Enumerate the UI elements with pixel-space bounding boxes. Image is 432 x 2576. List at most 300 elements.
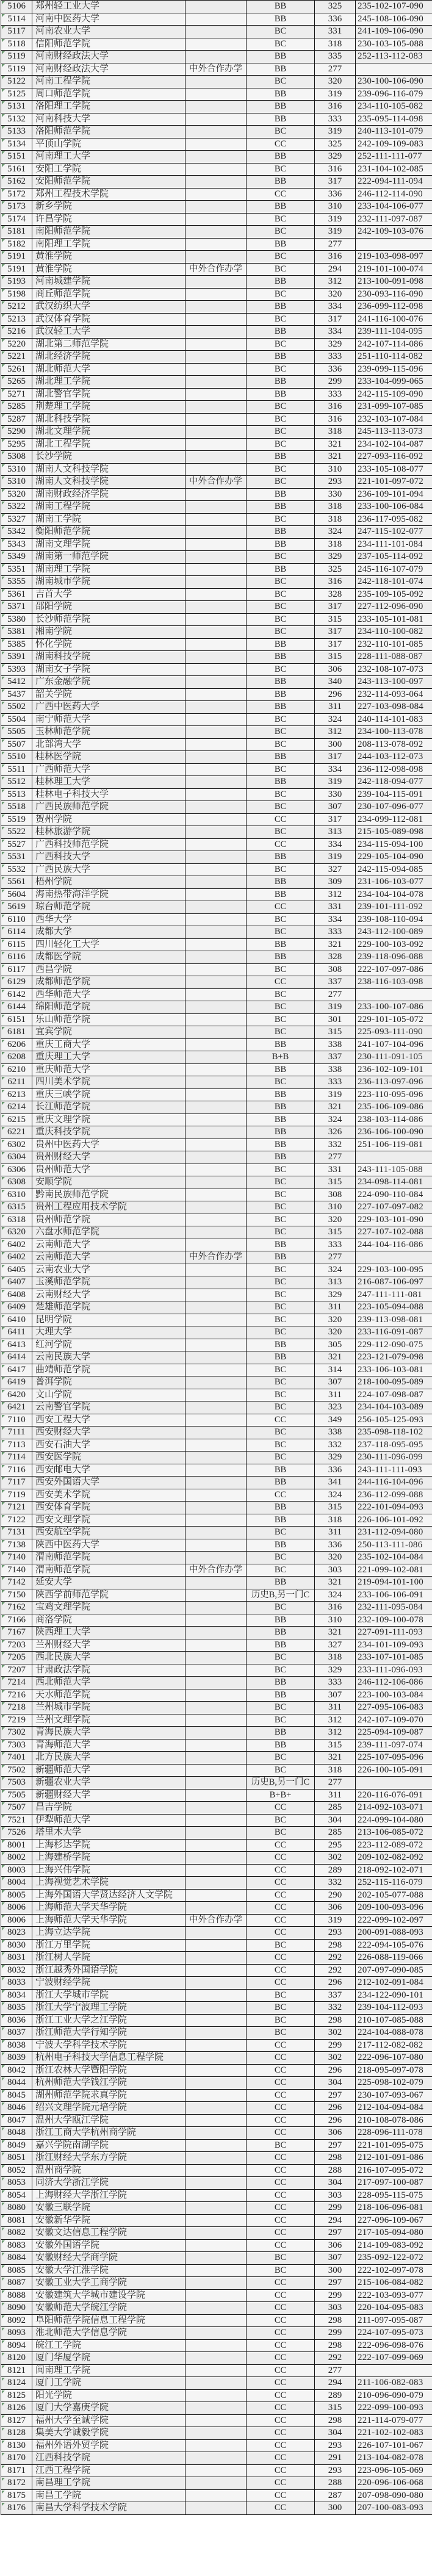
note-cell[interactable] [185, 2264, 247, 2277]
note-cell[interactable] [185, 1351, 247, 1364]
subscore-cell[interactable]: 232-110-101-085 [356, 638, 432, 651]
name-cell[interactable]: 云南师范大学 [32, 1239, 185, 1251]
name-cell[interactable]: 湘南学院 [32, 626, 185, 639]
score-cell[interactable]: 318 [315, 426, 356, 439]
code-cell[interactable]: 6304 [1, 1151, 32, 1164]
grade-cell[interactable]: BB [247, 638, 315, 651]
code-cell[interactable]: 7205 [1, 1652, 32, 1664]
note-cell[interactable] [185, 688, 247, 701]
note-cell[interactable] [185, 1739, 247, 1752]
note-cell[interactable] [185, 1164, 247, 1176]
score-cell[interactable]: 318 [315, 501, 356, 514]
subscore-cell[interactable]: 224-107-098-087 [356, 1389, 432, 1401]
name-cell[interactable]: 阳光学院 [32, 2389, 185, 2402]
subscore-cell[interactable]: 246-112-114-090 [356, 188, 432, 201]
subscore-cell[interactable]: 233-106-103-081 [356, 1364, 432, 1376]
grade-cell[interactable]: CC [247, 2277, 315, 2290]
subscore-cell[interactable]: 236-112-098-098 [356, 763, 432, 776]
code-cell[interactable]: 5216 [1, 326, 32, 339]
grade-cell[interactable]: BB [247, 776, 315, 789]
note-cell[interactable] [185, 1527, 247, 1539]
score-cell[interactable]: 307 [315, 1689, 356, 1702]
score-cell[interactable]: 311 [315, 1301, 356, 1314]
score-cell[interactable]: 336 [315, 1464, 356, 1477]
score-cell[interactable]: 316 [315, 1602, 356, 1614]
score-cell[interactable]: 304 [315, 2427, 356, 2440]
subscore-cell[interactable]: 230-103-105-088 [356, 38, 432, 51]
grade-cell[interactable]: BC [247, 913, 315, 926]
score-cell[interactable]: 298 [315, 2314, 356, 2327]
code-cell[interactable]: 6214 [1, 1101, 32, 1114]
code-cell[interactable]: 5310 [1, 463, 32, 476]
score-cell[interactable]: 324 [315, 1489, 356, 1502]
subscore-cell[interactable]: 218-092-102-071 [356, 1864, 432, 1877]
name-cell[interactable]: 信阳师范学院 [32, 38, 185, 51]
name-cell[interactable]: 湖南财政经济学院 [32, 488, 185, 501]
grade-cell[interactable]: BB [247, 851, 315, 864]
code-cell[interactable]: 5198 [1, 288, 32, 301]
grade-cell[interactable]: BB [247, 1539, 315, 1552]
note-cell[interactable] [185, 1151, 247, 1164]
note-cell[interactable] [185, 1139, 247, 1151]
grade-cell[interactable]: BB [247, 888, 315, 901]
note-cell[interactable] [185, 2327, 247, 2340]
grade-cell[interactable]: BC [247, 963, 315, 976]
subscore-cell[interactable]: 235-098-118-102 [356, 1427, 432, 1439]
grade-cell[interactable]: BC [247, 1226, 315, 1239]
score-cell[interactable]: 287 [315, 2489, 356, 2502]
grade-cell[interactable]: BC [247, 1164, 315, 1176]
subscore-cell[interactable]: 232-114-093-064 [356, 688, 432, 701]
subscore-cell[interactable]: 231-112-094-080 [356, 1527, 432, 1539]
subscore-cell[interactable]: 225-094-109-087 [356, 1727, 432, 1740]
code-cell[interactable]: 7167 [1, 1627, 32, 1639]
subscore-cell[interactable]: 224-107-095-073 [356, 2327, 432, 2340]
name-cell[interactable]: 广西中医药大学 [32, 701, 185, 714]
note-cell[interactable] [185, 1301, 247, 1314]
score-cell[interactable]: 317 [315, 313, 356, 326]
code-cell[interactable]: 8045 [1, 2089, 32, 2102]
code-cell[interactable]: 5322 [1, 501, 32, 514]
score-cell[interactable]: 333 [315, 351, 356, 364]
name-cell[interactable]: 广西师范大学 [32, 763, 185, 776]
score-cell[interactable]: 329 [315, 338, 356, 351]
name-cell[interactable]: 同济大学浙江学院 [32, 2177, 185, 2190]
score-cell[interactable]: 310 [315, 463, 356, 476]
name-cell[interactable]: 西安美术学院 [32, 1489, 185, 1502]
subscore-cell[interactable]: 224-090-110-084 [356, 1189, 432, 1201]
grade-cell[interactable]: BB [247, 238, 315, 251]
subscore-cell[interactable]: 233-106-106-091 [356, 1589, 432, 1602]
score-cell[interactable]: 318 [315, 38, 356, 51]
name-cell[interactable]: 上海外国语大学贤达经济人文学院 [32, 1889, 185, 1902]
grade-cell[interactable]: BC [247, 476, 315, 489]
score-cell[interactable]: 315 [315, 613, 356, 626]
grade-cell[interactable]: BB [247, 1351, 315, 1364]
subscore-cell[interactable]: 230-107-096-077 [356, 801, 432, 814]
note-cell[interactable] [185, 1689, 247, 1702]
subscore-cell[interactable]: 239-104-115-091 [356, 788, 432, 801]
grade-cell[interactable]: BC [247, 1702, 315, 1714]
grade-cell[interactable]: CC [247, 2477, 315, 2490]
score-cell[interactable]: 321 [315, 451, 356, 464]
note-cell[interactable] [185, 38, 247, 51]
code-cell[interactable]: 8036 [1, 2014, 32, 2027]
subscore-cell[interactable]: 225-107-095-096 [356, 1752, 432, 1765]
grade-cell[interactable]: BB [247, 151, 315, 164]
grade-cell[interactable]: CC [247, 2202, 315, 2215]
subscore-cell[interactable]: 226-107-101-067 [356, 2439, 432, 2452]
subscore-cell[interactable]: 219-094-101-100 [356, 1577, 432, 1589]
grade-cell[interactable]: BC [247, 2002, 315, 2015]
score-cell[interactable]: 317 [315, 176, 356, 189]
subscore-cell[interactable]: 243-111-111-093 [356, 1464, 432, 1477]
score-cell[interactable]: 296 [315, 1977, 356, 1990]
grade-cell[interactable]: CC [247, 1902, 315, 1915]
grade-cell[interactable]: BC [247, 1264, 315, 1276]
name-cell[interactable]: 湖南第一师范学院 [32, 551, 185, 564]
code-cell[interactable]: 6308 [1, 1176, 32, 1189]
note-cell[interactable] [185, 1088, 247, 1101]
score-cell[interactable]: 320 [315, 288, 356, 301]
note-cell[interactable] [185, 2077, 247, 2090]
note-cell[interactable] [185, 163, 247, 176]
score-cell[interactable]: 318 [315, 1764, 356, 1777]
grade-cell[interactable]: BB [247, 488, 315, 501]
grade-cell[interactable]: BC [247, 663, 315, 676]
subscore-cell[interactable]: 235-102-107-090 [356, 1, 432, 13]
code-cell[interactable]: 5119 [1, 51, 32, 63]
grade-cell[interactable]: BC [247, 213, 315, 226]
grade-cell[interactable]: BB [247, 1577, 315, 1589]
grade-cell[interactable]: CC [247, 2189, 315, 2202]
code-cell[interactable]: 6117 [1, 963, 32, 976]
score-cell[interactable]: 315 [315, 1026, 356, 1039]
grade-cell[interactable]: CC [247, 976, 315, 989]
note-cell[interactable] [185, 538, 247, 551]
note-cell[interactable] [185, 1038, 247, 1051]
subscore-cell[interactable]: 247-115-102-077 [356, 526, 432, 539]
score-cell[interactable]: 299 [315, 2202, 356, 2215]
grade-cell[interactable]: BC [247, 1389, 315, 1401]
subscore-cell[interactable]: 222-096-098-076 [356, 2339, 432, 2352]
note-cell[interactable] [185, 1314, 247, 1326]
code-cell[interactable]: 8003 [1, 1864, 32, 1877]
grade-cell[interactable]: BC [247, 426, 315, 439]
grade-cell[interactable]: BC [247, 1401, 315, 1414]
grade-cell[interactable]: BC [247, 38, 315, 51]
name-cell[interactable]: 昆明学院 [32, 1314, 185, 1326]
grade-cell[interactable]: CC [247, 2077, 315, 2090]
code-cell[interactable]: 6408 [1, 1289, 32, 1301]
subscore-cell[interactable]: 222-102-097-078 [356, 2264, 432, 2277]
subscore-cell[interactable] [356, 1151, 432, 1164]
grade-cell[interactable]: CC [247, 2314, 315, 2327]
grade-cell[interactable]: BC [247, 2264, 315, 2277]
code-cell[interactable]: 8004 [1, 1877, 32, 1890]
note-cell[interactable]: 中外合作办学 [185, 1564, 247, 1577]
note-cell[interactable] [185, 1602, 247, 1614]
grade-cell[interactable]: CC [247, 2427, 315, 2440]
subscore-cell[interactable]: 243-112-100-089 [356, 926, 432, 939]
grade-cell[interactable]: BB [247, 563, 315, 576]
code-cell[interactable]: 5371 [1, 601, 32, 614]
score-cell[interactable]: 289 [315, 2389, 356, 2402]
score-cell[interactable]: 334 [315, 763, 356, 776]
name-cell[interactable]: 武汉体育学院 [32, 313, 185, 326]
score-cell[interactable]: 327 [315, 1639, 356, 1652]
subscore-cell[interactable]: 215-105-089-098 [356, 826, 432, 839]
subscore-cell[interactable]: 239-101-111-092 [356, 901, 432, 914]
note-cell[interactable] [185, 2027, 247, 2040]
note-cell[interactable] [185, 2439, 247, 2452]
note-cell[interactable] [185, 726, 247, 739]
note-cell[interactable] [185, 651, 247, 664]
note-cell[interactable] [185, 1464, 247, 1477]
name-cell[interactable]: 四川轻化工大学 [32, 938, 185, 951]
code-cell[interactable]: 5161 [1, 163, 32, 176]
note-cell[interactable] [185, 463, 247, 476]
score-cell[interactable]: 292 [315, 2352, 356, 2365]
subscore-cell[interactable]: 243-113-100-097 [356, 676, 432, 689]
name-cell[interactable]: 商洛学院 [32, 1614, 185, 1627]
name-cell[interactable]: 乐山师范学院 [32, 1013, 185, 1026]
note-cell[interactable] [185, 1264, 247, 1276]
subscore-cell[interactable]: 207-097-090-085 [356, 1964, 432, 1977]
note-cell[interactable] [185, 2402, 247, 2415]
score-cell[interactable]: 331 [315, 901, 356, 914]
score-cell[interactable]: 321 [315, 1577, 356, 1589]
name-cell[interactable]: 桂林电子科技大学 [32, 788, 185, 801]
code-cell[interactable]: 5182 [1, 238, 32, 251]
code-cell[interactable]: 6420 [1, 1389, 32, 1401]
subscore-cell[interactable]: 220-096-106-068 [356, 2477, 432, 2490]
grade-cell[interactable]: CC [247, 2177, 315, 2190]
score-cell[interactable]: 320 [315, 1314, 356, 1326]
subscore-cell[interactable]: 252-111-111-077 [356, 151, 432, 164]
score-cell[interactable]: 296 [315, 2102, 356, 2115]
grade-cell[interactable]: BC [247, 1664, 315, 1677]
code-cell[interactable]: 8081 [1, 2214, 32, 2227]
subscore-cell[interactable]: 230-111-091-105 [356, 1051, 432, 1064]
code-cell[interactable]: 8093 [1, 2327, 32, 2340]
note-cell[interactable] [185, 2202, 247, 2215]
code-cell[interactable]: 5181 [1, 226, 32, 239]
note-cell[interactable] [185, 451, 247, 464]
note-cell[interactable] [185, 2002, 247, 2015]
score-cell[interactable]: 294 [315, 263, 356, 276]
grade-cell[interactable]: CC [247, 2352, 315, 2365]
subscore-cell[interactable]: 231-104-102-085 [356, 163, 432, 176]
score-cell[interactable]: 304 [315, 2077, 356, 2090]
score-cell[interactable]: 317 [315, 813, 356, 826]
grade-cell[interactable]: BC [247, 126, 315, 139]
subscore-cell[interactable]: 212-102-091-084 [356, 1977, 432, 1990]
code-cell[interactable]: 7203 [1, 1639, 32, 1652]
code-cell[interactable]: 5512 [1, 776, 32, 789]
score-cell[interactable]: 312 [315, 888, 356, 901]
grade-cell[interactable]: BB [247, 351, 315, 364]
grade-cell[interactable]: CC [247, 1964, 315, 1977]
name-cell[interactable]: 郑州工程技术学院 [32, 188, 185, 201]
grade-cell[interactable]: CC [247, 2239, 315, 2252]
code-cell[interactable]: 8127 [1, 2414, 32, 2427]
name-cell[interactable]: 南昌工学院 [32, 2489, 185, 2502]
grade-cell[interactable]: BB [247, 1038, 315, 1051]
grade-cell[interactable]: BB [247, 1101, 315, 1114]
note-cell[interactable] [185, 2464, 247, 2477]
code-cell[interactable]: 5172 [1, 188, 32, 201]
code-cell[interactable]: 6417 [1, 1364, 32, 1376]
code-cell[interactable]: 5191 [1, 251, 32, 264]
score-cell[interactable]: 332 [315, 2002, 356, 2015]
code-cell[interactable]: 8125 [1, 2389, 32, 2402]
subscore-cell[interactable]: 234-101-109-093 [356, 1639, 432, 1652]
code-cell[interactable]: 7503 [1, 1777, 32, 1790]
grade-cell[interactable]: BB [247, 876, 315, 889]
subscore-cell[interactable]: 239-099-115-096 [356, 363, 432, 376]
note-cell[interactable] [185, 1552, 247, 1564]
note-cell[interactable] [185, 2339, 247, 2352]
code-cell[interactable]: 5561 [1, 876, 32, 889]
name-cell[interactable]: 贵州财经大学 [32, 1151, 185, 1164]
name-cell[interactable]: 新疆农业大学 [32, 1777, 185, 1790]
name-cell[interactable]: 浙江大学宁波理工学院 [32, 2002, 185, 2015]
note-cell[interactable] [185, 1439, 247, 1452]
note-cell[interactable] [185, 951, 247, 964]
grade-cell[interactable]: B+B [247, 1051, 315, 1064]
subscore-cell[interactable]: 225-098-102-079 [356, 2077, 432, 2090]
score-cell[interactable]: 299 [315, 2039, 356, 2052]
code-cell[interactable]: 5355 [1, 576, 32, 589]
subscore-cell[interactable]: 207-100-083-093 [356, 2502, 432, 2515]
score-cell[interactable]: 312 [315, 726, 356, 739]
score-cell[interactable]: 308 [315, 1189, 356, 1201]
note-cell[interactable] [185, 413, 247, 426]
name-cell[interactable]: 大理大学 [32, 1326, 185, 1339]
grade-cell[interactable]: CC [247, 2377, 315, 2390]
name-cell[interactable]: 闽南理工学院 [32, 2364, 185, 2377]
note-cell[interactable] [185, 2427, 247, 2440]
score-cell[interactable]: 304 [315, 1814, 356, 1827]
grade-cell[interactable]: BC [247, 626, 315, 639]
note-cell[interactable] [185, 1452, 247, 1464]
subscore-cell[interactable]: 219-103-098-097 [356, 251, 432, 264]
code-cell[interactable]: 8002 [1, 1852, 32, 1865]
grade-cell[interactable]: CC [247, 2127, 315, 2140]
code-cell[interactable]: 5213 [1, 313, 32, 326]
code-cell[interactable]: 7526 [1, 1827, 32, 1840]
code-cell[interactable]: 8033 [1, 1977, 32, 1990]
note-cell[interactable] [185, 1964, 247, 1977]
note-cell[interactable] [185, 238, 247, 251]
code-cell[interactable]: 7113 [1, 1439, 32, 1452]
code-cell[interactable]: 8005 [1, 1889, 32, 1902]
code-cell[interactable]: 8034 [1, 1989, 32, 2002]
subscore-cell[interactable]: 233-107-101-085 [356, 1652, 432, 1664]
code-cell[interactable]: 6215 [1, 1114, 32, 1126]
name-cell[interactable]: 安徽外国语学院 [32, 2239, 185, 2252]
note-cell[interactable] [185, 26, 247, 38]
code-cell[interactable]: 7116 [1, 1464, 32, 1477]
name-cell[interactable]: 韶关学院 [32, 688, 185, 701]
code-cell[interactable]: 5385 [1, 638, 32, 651]
score-cell[interactable]: 319 [315, 1088, 356, 1101]
code-cell[interactable]: 8175 [1, 2489, 32, 2502]
note-cell[interactable] [185, 1652, 247, 1664]
grade-cell[interactable]: CC [247, 188, 315, 201]
score-cell[interactable]: 330 [315, 488, 356, 501]
grade-cell[interactable]: BC [247, 2027, 315, 2040]
note-cell[interactable] [185, 1364, 247, 1376]
code-cell[interactable]: 8085 [1, 2264, 32, 2277]
grade-cell[interactable]: BB [247, 1088, 315, 1101]
note-cell[interactable] [185, 1376, 247, 1389]
note-cell[interactable] [185, 1239, 247, 1251]
score-cell[interactable]: 333 [315, 388, 356, 401]
code-cell[interactable]: 5221 [1, 351, 32, 364]
note-cell[interactable] [185, 351, 247, 364]
name-cell[interactable]: 宁波财经学院 [32, 1977, 185, 1990]
name-cell[interactable]: 阜阳师范学院信息工程学院 [32, 2314, 185, 2327]
code-cell[interactable]: 7111 [1, 1427, 32, 1439]
subscore-cell[interactable]: 234-115-094-100 [356, 838, 432, 851]
grade-cell[interactable]: BC [247, 551, 315, 564]
note-cell[interactable] [185, 1889, 247, 1902]
score-cell[interactable]: 305 [315, 1339, 356, 1351]
score-cell[interactable]: 316 [315, 401, 356, 414]
grade-cell[interactable]: CC [247, 2489, 315, 2502]
name-cell[interactable]: 湖北师范大学 [32, 363, 185, 376]
subscore-cell[interactable]: 221-099-102-081 [356, 1564, 432, 1577]
subscore-cell[interactable]: 221-101-095-075 [356, 2139, 432, 2152]
note-cell[interactable] [185, 1989, 247, 2002]
code-cell[interactable]: 8094 [1, 2339, 32, 2352]
score-cell[interactable]: 321 [315, 938, 356, 951]
name-cell[interactable]: 贺州学院 [32, 813, 185, 826]
score-cell[interactable]: 293 [315, 2464, 356, 2477]
note-cell[interactable] [185, 1539, 247, 1552]
score-cell[interactable]: 319 [315, 776, 356, 789]
note-cell[interactable] [185, 338, 247, 351]
note-cell[interactable] [185, 1627, 247, 1639]
code-cell[interactable]: 6302 [1, 1139, 32, 1151]
score-cell[interactable]: 296 [315, 2064, 356, 2077]
name-cell[interactable]: 湖北第二师范学院 [32, 338, 185, 351]
grade-cell[interactable]: BB [247, 1, 315, 13]
subscore-cell[interactable]: 244-104-116-086 [356, 1239, 432, 1251]
code-cell[interactable]: 5532 [1, 863, 32, 876]
name-cell[interactable]: 湖南科技学院 [32, 651, 185, 664]
subscore-cell[interactable] [356, 1777, 432, 1790]
subscore-cell[interactable]: 233-105-101-081 [356, 613, 432, 626]
name-cell[interactable]: 安顺学院 [32, 1176, 185, 1189]
grade-cell[interactable]: CC [247, 1927, 315, 1940]
grade-cell[interactable]: BC [247, 801, 315, 814]
score-cell[interactable]: 318 [315, 1514, 356, 1527]
name-cell[interactable]: 湖南城市学院 [32, 576, 185, 589]
score-cell[interactable]: 334 [315, 913, 356, 926]
name-cell[interactable]: 西昌学院 [32, 963, 185, 976]
code-cell[interactable]: 8172 [1, 2477, 32, 2490]
score-cell[interactable]: 293 [315, 2439, 356, 2452]
note-cell[interactable]: 中外合作办学 [185, 63, 247, 76]
code-cell[interactable]: 6110 [1, 913, 32, 926]
subscore-cell[interactable]: 236-106-100-090 [356, 1126, 432, 1139]
name-cell[interactable]: 西安邮电大学 [32, 1464, 185, 1477]
subscore-cell[interactable]: 232-109-100-078 [356, 1614, 432, 1627]
code-cell[interactable]: 5513 [1, 788, 32, 801]
